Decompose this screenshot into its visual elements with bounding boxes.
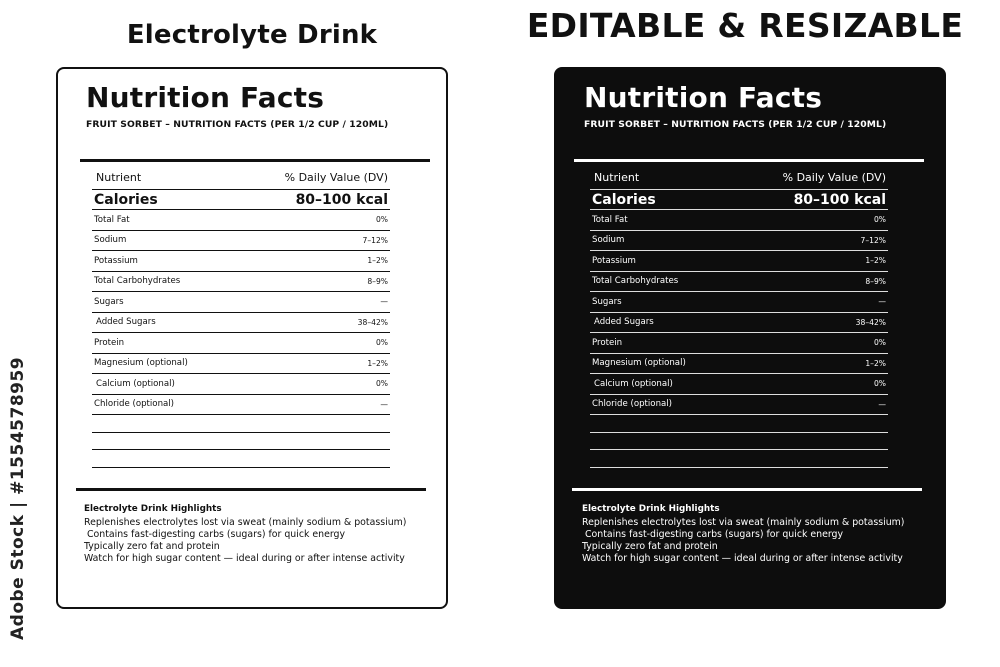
- highlights-section: [84, 504, 434, 565]
- table-row: [590, 395, 888, 416]
- nutrient-name: Total Carbohydrates: [592, 276, 679, 287]
- nutrient-value: 8–9%: [367, 276, 388, 286]
- highlights-title: Electrolyte Drink Highlights: [84, 504, 222, 514]
- table-header: [590, 165, 888, 190]
- nutrient-name: Calcium (optional): [594, 378, 673, 389]
- nutrient-value: 0%: [375, 338, 388, 348]
- table-row: [590, 210, 888, 231]
- table-row: [92, 333, 390, 354]
- nutrient-name: Sugars: [592, 296, 622, 307]
- highlight-line: Watch for high sugar content — ideal during or after intense activity: [582, 553, 903, 564]
- highlight-line: Replenishes electrolytes lost via sweat (mainly sodium & potassium): [84, 517, 407, 528]
- calories-value: 80–100 kcal: [295, 191, 388, 208]
- top-rule: [80, 159, 430, 162]
- table-row: [92, 210, 390, 231]
- nutrient-name: Sodium: [94, 235, 127, 246]
- nutrient-value: 8–9%: [865, 276, 886, 286]
- table-row: [92, 395, 390, 416]
- nutrient-value: 7–12%: [362, 235, 388, 245]
- serving-subtitle: FRUIT SORBET – NUTRITION FACTS (PER 1/2 CUP / 120ML): [86, 119, 389, 130]
- calories-label: Calories: [592, 191, 656, 208]
- table-row: [590, 374, 888, 395]
- blank-row: [92, 415, 390, 433]
- nutrient-name: Total Fat: [94, 214, 130, 225]
- blank-row: [590, 433, 888, 451]
- nutrition-facts-title: Nutrition Facts: [584, 81, 823, 114]
- highlight-line: Watch for high sugar content — ideal during or after intense activity: [84, 553, 405, 564]
- table-row: [590, 333, 888, 354]
- nutrient-value: 0%: [873, 338, 886, 348]
- nutrient-table: [92, 165, 390, 468]
- nutrient-name: Potassium: [592, 255, 636, 266]
- nutrient-name: Added Sugars: [96, 317, 156, 328]
- nutrient-header: Nutrient: [594, 170, 640, 184]
- nutrient-value: 0%: [375, 215, 388, 225]
- nutrient-name: Protein: [94, 337, 125, 348]
- bottom-rule: [572, 488, 922, 491]
- blank-row: [92, 450, 390, 468]
- nutrient-name: Sodium: [592, 235, 625, 246]
- blank-row: [590, 450, 888, 468]
- calories-row: [590, 190, 888, 210]
- nutrient-value: 1–2%: [367, 256, 388, 266]
- nutrient-header: Nutrient: [96, 170, 142, 184]
- nutrient-value: 0%: [873, 215, 886, 225]
- blank-row: [92, 433, 390, 451]
- nutrient-name: Potassium: [94, 255, 138, 266]
- page-title: Electrolyte Drink: [126, 20, 378, 50]
- nutrient-name: Total Fat: [592, 214, 628, 225]
- highlight-line: Contains fast-digesting carbs (sugars) for quick energy: [84, 529, 346, 540]
- highlight-line: Replenishes electrolytes lost via sweat (mainly sodium & potassium): [582, 517, 905, 528]
- table-row: [590, 272, 888, 293]
- highlights-section: [582, 504, 932, 565]
- blank-row: [590, 415, 888, 433]
- top-rule: [574, 159, 924, 162]
- highlight-line: Typically zero fat and protein: [84, 541, 220, 552]
- dv-header: % Daily Value (DV): [284, 170, 388, 184]
- nutrient-value: 0%: [375, 379, 388, 389]
- bottom-rule: [76, 488, 426, 491]
- table-row: [92, 354, 390, 375]
- nutrient-name: Protein: [592, 337, 623, 348]
- nutrient-table: [590, 165, 888, 468]
- nutrient-value: —: [380, 297, 388, 307]
- table-row: [590, 231, 888, 252]
- nutrient-name: Sugars: [94, 296, 124, 307]
- table-row: [590, 313, 888, 334]
- highlight-line: Contains fast-digesting carbs (sugars) for quick energy: [582, 529, 844, 540]
- nutrient-value: 7–12%: [860, 235, 886, 245]
- calories-label: Calories: [94, 191, 158, 208]
- nutrient-name: Magnesium (optional): [94, 358, 188, 369]
- nutrient-name: Added Sugars: [594, 317, 654, 328]
- nutrient-value: 0%: [873, 379, 886, 389]
- nutrient-name: Chloride (optional): [592, 399, 673, 410]
- dv-header: % Daily Value (DV): [782, 170, 886, 184]
- nutrient-name: Total Carbohydrates: [94, 276, 181, 287]
- nutrition-facts-title: Nutrition Facts: [86, 81, 325, 114]
- nutrition-label-light: [56, 67, 448, 609]
- table-row: [92, 231, 390, 252]
- table-row: [590, 292, 888, 313]
- watermark-text: Adobe Stock | #1554578959: [8, 356, 28, 640]
- table-row: [92, 292, 390, 313]
- nutrient-value: 1–2%: [865, 256, 886, 266]
- serving-subtitle: FRUIT SORBET – NUTRITION FACTS (PER 1/2 CUP / 120ML): [584, 119, 887, 130]
- nutrient-value: —: [878, 399, 886, 409]
- nutrient-name: Calcium (optional): [96, 378, 175, 389]
- nutrient-value: —: [380, 399, 388, 409]
- nutrient-value: 38–42%: [357, 317, 388, 327]
- highlight-line: Typically zero fat and protein: [582, 541, 718, 552]
- table-row: [590, 354, 888, 375]
- table-row: [92, 272, 390, 293]
- table-row: [92, 251, 390, 272]
- table-row: [92, 374, 390, 395]
- highlights-title: Electrolyte Drink Highlights: [582, 504, 720, 514]
- nutrient-name: Magnesium (optional): [592, 358, 686, 369]
- nutrition-label-dark: [554, 67, 946, 609]
- nutrient-value: 1–2%: [367, 358, 388, 368]
- nutrient-value: 38–42%: [855, 317, 886, 327]
- calories-value: 80–100 kcal: [793, 191, 886, 208]
- nutrient-value: 1–2%: [865, 358, 886, 368]
- promo-heading: EDITABLE & RESIZABLE: [526, 6, 964, 45]
- table-header: [92, 165, 390, 190]
- calories-row: [92, 190, 390, 210]
- table-row: [590, 251, 888, 272]
- watermark: [4, 356, 34, 640]
- table-row: [92, 313, 390, 334]
- nutrient-value: —: [878, 297, 886, 307]
- nutrient-name: Chloride (optional): [94, 399, 175, 410]
